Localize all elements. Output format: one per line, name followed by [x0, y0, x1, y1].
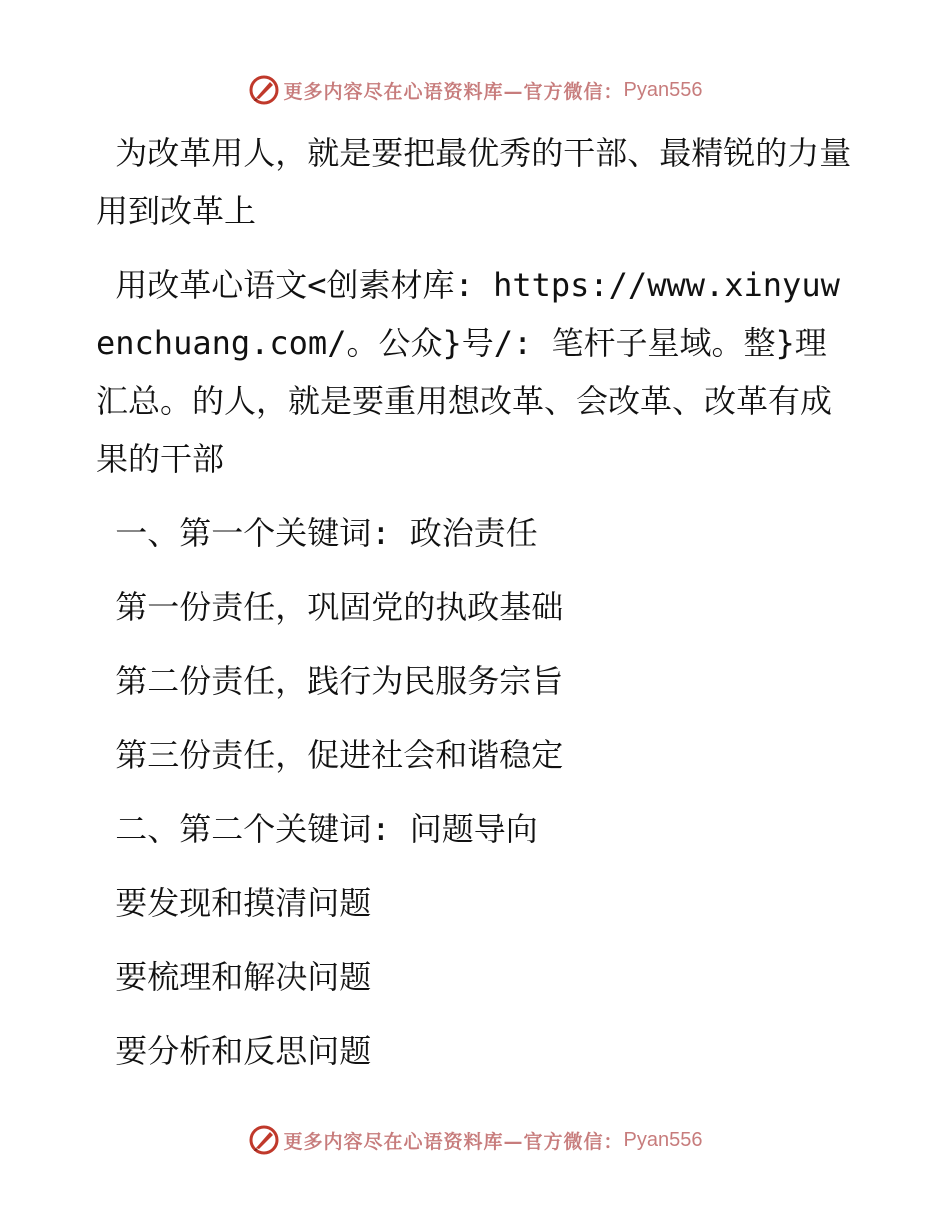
paragraph-3: 第一份责任，巩固党的执政基础: [96, 588, 564, 626]
paragraph-1: 为改革用人，就是要把最优秀的干部、最精锐的力量用到改革上: [96, 134, 852, 230]
document-body: [96, 124, 856, 1096]
header-text: 更多内容尽在心语资料库—官方微信：: [283, 80, 624, 103]
paragraph-7: 要梳理和解决问题: [96, 958, 372, 996]
paragraph-4: 第二份责任，践行为民服务宗旨: [96, 662, 564, 700]
header-banner: [0, 70, 950, 110]
paragraph-2: 用改革心语文<创素材库: https://www.xinyuwenchuang.com/。公众}号/: 笔杆子星域。整}理汇总。的人，就是要重用想改革、会改革、改革有成果的干部: [96, 266, 840, 478]
footer-banner: [0, 1120, 950, 1160]
header-wechat-id: Pyan556: [623, 78, 703, 101]
paragraph-5: 第三份责任，促进社会和谐稳定: [96, 736, 564, 774]
paragraph-6: 要发现和摸清问题: [96, 884, 372, 922]
quill-logo-icon: [248, 74, 280, 106]
footer-text: 更多内容尽在心语资料库—官方微信：: [283, 1130, 624, 1153]
section-heading-1: 一、第一个关键词: 政治责任: [96, 514, 538, 552]
section-heading-2: 二、第二个关键词: 问题导向: [96, 810, 538, 848]
quill-logo-icon: [248, 1124, 280, 1156]
footer-wechat-id: Pyan556: [623, 1128, 703, 1151]
paragraph-8: 要分析和反思问题: [96, 1032, 372, 1070]
